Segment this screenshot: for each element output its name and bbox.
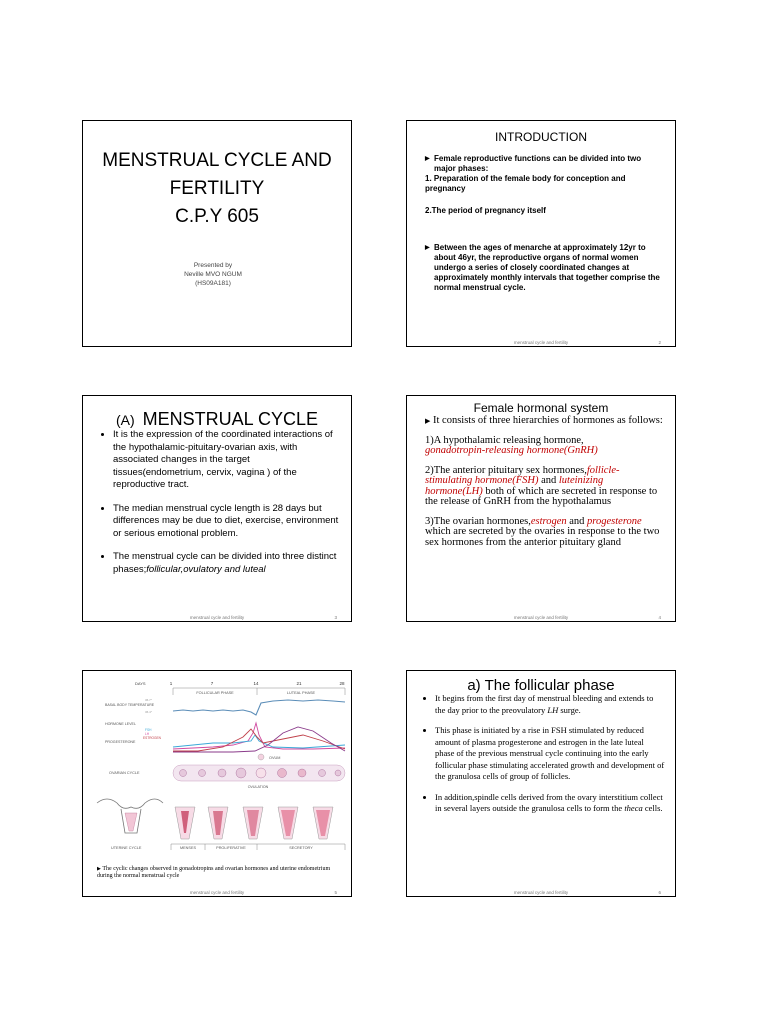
page-number: 5 [334,890,337,895]
bullet-text: ▶ Female reproductive functions can be divided into two major phases: [425,154,661,174]
bullet-icon: ▶ [97,867,101,872]
temp-tick: 36.7° [145,698,153,702]
slide-heading: Female hormonal system [473,401,609,415]
caption-text: The cyclic changes observed in gonadotropins and ovarian hormones and uterine endometrium during the normal menstrual cycle [97,866,331,879]
slide-4 [406,395,676,622]
legend-fsh: FSH [145,728,152,732]
page-number: 4 [658,615,661,620]
ovulation-label: OVULATION [247,785,269,789]
body-text: 1. Preparation of the female body for conception and pregnancy [425,174,626,193]
slide-5 [82,670,352,897]
hierarchy-item-1 [425,436,663,457]
list-item-text: surge. [558,704,581,715]
title-line: MENSTRUAL CYCLE AND [102,150,332,171]
item-text: 1)A hypothalamic releasing hormone, [425,434,584,446]
item-text: both of which are secreted in response to the release of GnRH from the hypothalamus [425,485,658,507]
legend-estrogen: ESTROGEN [143,736,161,740]
footer-text: menstrual cycle and fertility [513,890,569,895]
slide-heading: INTRODUCTION [495,130,587,144]
bullet-list [91,429,341,587]
presenter-info [153,261,273,288]
footer-text: menstrual cycle and fertility [513,615,569,620]
list-item: • This phase is initiated by a rise in FSH stimulated by reduced amount of plasma progesterone and estrogen in the late luteal phase of the previous menstrual cycle continuing into the early follicular phase stimulating accelerated growth and development of the granulosa cells of group of follicles. [435,725,665,783]
figure-caption [97,866,337,880]
list-item: • The median menstrual cycle length is 28 days but differences may be due to diet, exercise, environment or serious emotional problem. [113,503,341,541]
follicle-icon [256,768,266,778]
slide-title [83,147,351,231]
day-tick: 14 [253,681,259,686]
corpus-luteum-icon [278,769,287,778]
hormone-name: gonadotropin-releasing hormone(GnRH) [425,445,598,456]
slide-6 [406,670,676,897]
footer-text: menstrual cycle and fertility [189,615,245,620]
hierarchy-item-2 [425,466,663,508]
intro-text-content: It consists of three hierarchies of hormones as follows: [433,415,663,426]
presenter-name: Neville MVO NGUM [184,271,242,278]
presenter-id: (HS09A181) [195,280,231,287]
slide-1 [82,120,352,347]
slide-3 [82,395,352,622]
follicle-icon [335,770,341,776]
follicle-icon [319,770,326,777]
page-number: 6 [658,890,661,895]
list-item: • It is the expression of the coordinated interactions of the hypothalamic-pituitary-ovarian axis, with associated changes in the target tissues(endometrium, cervix, vagina ) of the reproductive tract. [113,429,341,492]
heading-prefix: (A) [115,412,135,428]
slide-heading [83,409,351,430]
follicle-icon [218,769,226,777]
ovarian-cycle-label: OVARIAN CYCLE [109,771,140,775]
uterus-icon [125,813,137,831]
hormone-name: follicle-stimulating hormone(FSH) [425,464,620,486]
hormone-level-label: HORMONE LEVEL [105,722,136,726]
secretory-label: SECRETORY [289,846,313,850]
hierarchy-item-3 [425,517,663,549]
bbt-line [173,700,345,715]
bullet-text: ▶ Between the ages of menarche at approximately 12yr to about 46yr, the reproductive organs of normal women undergo a series of closely coordinated changes at approximately monthly intervals that together comprise the normal menstrual cycle. [425,243,661,293]
follicle-icon [199,770,206,777]
menstrual-cycle-figure [83,671,351,861]
legend-lh: LH [145,732,150,736]
item-text: and [538,475,559,486]
title-line: FERTILITY [169,178,265,199]
uterine-cycle-label: UTERINE CYCLE [111,846,142,850]
list-item-italic: follicular,ovulatory and luteal [146,563,266,575]
item-text: which are secreted by the ovaries in response to the two sex hormones from the anterior pituitary gland [425,526,660,548]
heading-text: MENSTRUAL CYCLE [142,409,319,429]
body-text: 2.The period of pregnancy itself [425,206,546,215]
follicle-icon [180,770,187,777]
list-item-text: cells. [642,803,663,813]
hormone-name: progesterone [587,515,642,527]
legend-progesterone: PROGESTERONE [105,740,136,744]
footer-text: menstrual cycle and fertility [189,890,245,895]
hormone-name: estrogen [530,515,567,527]
presenter-line: Presented by [193,262,233,269]
list-item-italic: theca [624,803,643,813]
follicle-icon [236,768,246,778]
phase-label: FOLLICULAR PHASE [196,691,234,695]
slide-body [425,154,661,293]
ovum-icon [258,754,264,760]
day-tick: 21 [296,681,302,686]
menses-label: MENSES [179,846,197,850]
item-text: 3)The ovarian hormones, [425,515,531,527]
footer-text: menstrual cycle and fertility [513,340,569,345]
page-number: 2 [658,340,661,345]
list-item-italic: LH [547,704,559,715]
hormone-name: luteinizing hormone(LH) [425,475,604,497]
ovum-label: OVUM [269,756,281,760]
slide-heading: a) The follicular phase [467,677,615,694]
day-tick: 28 [339,681,345,686]
proliferative-label: PROLIFERATIVE [216,846,246,850]
item-text: 2)The anterior pituitary sex hormones, [425,464,587,476]
bullet-icon: ▶ [425,417,431,425]
list-item [435,792,665,815]
day-tick: 1 [169,681,173,686]
bbt-label: BASAL BODY TEMPERATURE [105,703,155,707]
item-text: and [566,515,588,527]
slide-body [425,416,663,557]
day-tick: 7 [210,681,214,686]
page-number: 3 [334,615,337,620]
corpus-luteum-icon [298,769,306,777]
list-item [435,693,665,716]
list-item [113,551,341,576]
lh-line [173,723,345,749]
list-item-text: The menstrual cycle can be divided into three distinct phases; [113,551,337,575]
fsh-line [173,735,345,748]
bullet-list [413,693,665,824]
temp-tick: 36.4° [145,710,153,714]
slide-2 [406,120,676,347]
list-item-text: In addition,spindle cells derived from the ovary interstitium collect in several layers outside the granulosa cells to form the [435,791,663,813]
phase-label: LUTEAL PHASE [286,691,316,695]
title-line: C.P.Y 605 [175,206,259,227]
days-label: DAYS [135,681,146,686]
list-item-text: It begins from the first day of menstrual bleeding and extends to the day prior to the preovulatory [435,693,654,715]
intro-text [425,416,663,427]
